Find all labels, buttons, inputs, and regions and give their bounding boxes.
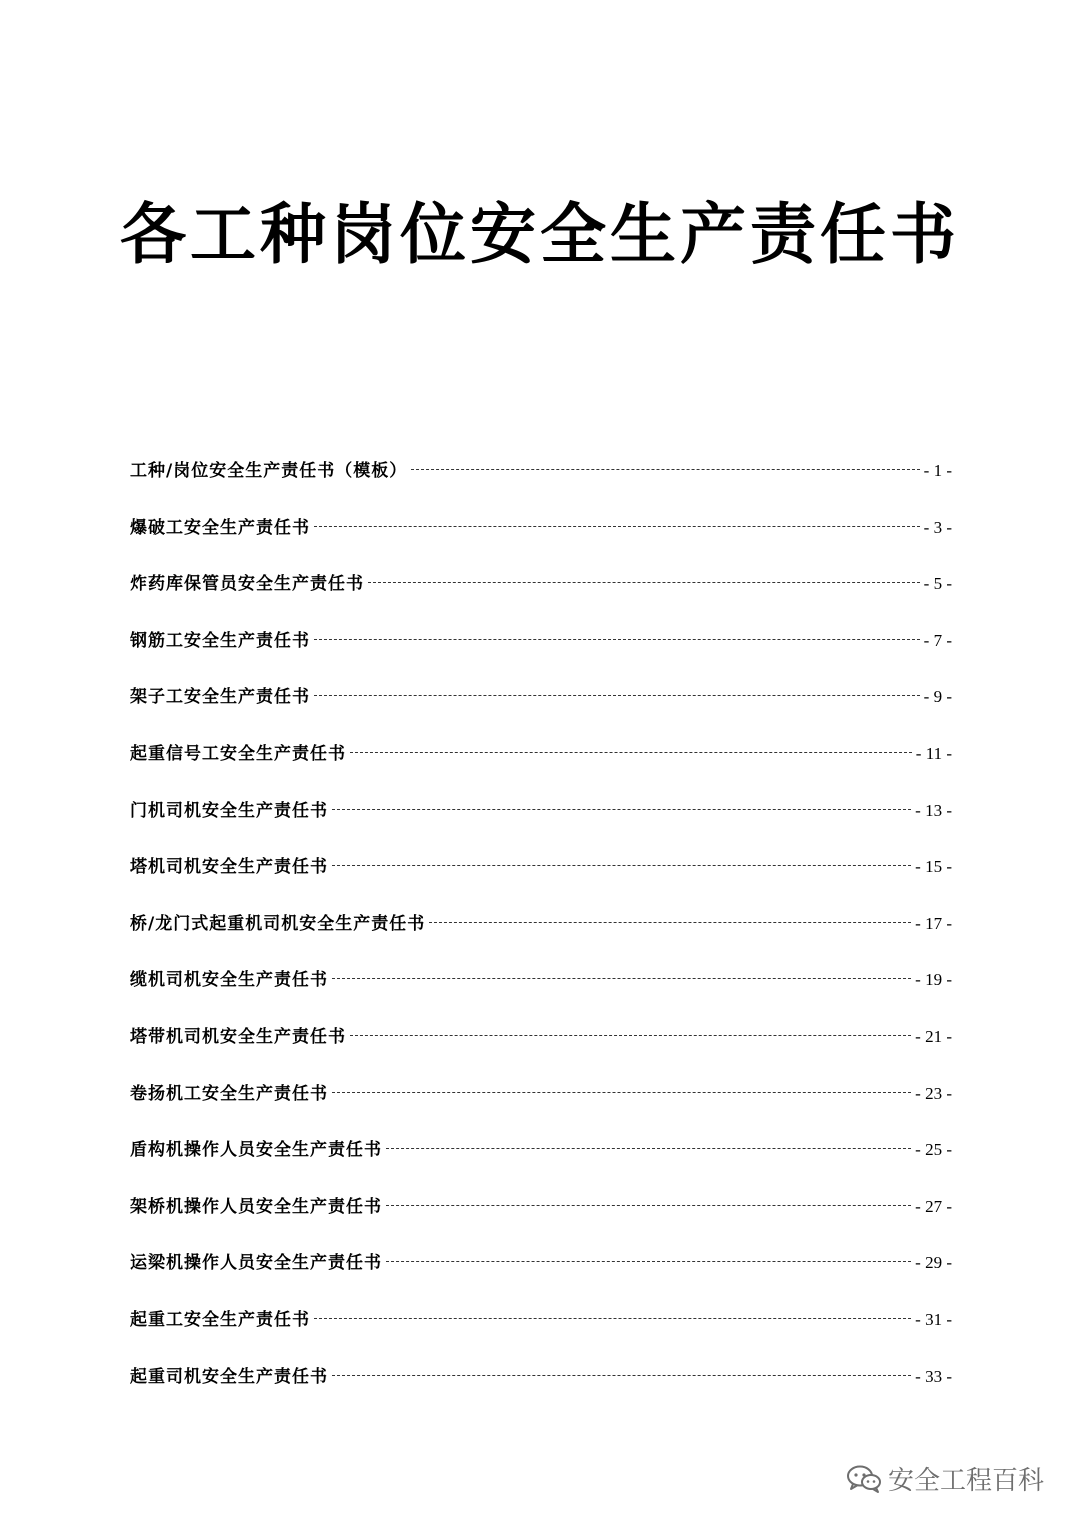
toc-leader-dots bbox=[314, 695, 920, 696]
toc-entry-page: - 19 - bbox=[915, 970, 952, 990]
toc-leader-dots bbox=[350, 1035, 911, 1036]
toc-entry-title: 炸药库保管员安全生产责任书 bbox=[130, 574, 364, 595]
toc-entry-title: 缆机司机安全生产责任书 bbox=[130, 970, 328, 991]
toc-entry-page: - 9 - bbox=[923, 687, 952, 707]
toc-entry-title: 起重司机安全生产责任书 bbox=[130, 1366, 328, 1387]
toc-leader-dots bbox=[332, 1375, 911, 1376]
toc-entry[interactable] bbox=[130, 681, 952, 738]
toc-entry-page: - 31 - bbox=[915, 1309, 952, 1329]
toc-entry-page: - 23 - bbox=[915, 1083, 952, 1103]
toc-entry-title: 爆破工安全生产责任书 bbox=[130, 517, 310, 538]
toc-entry-page: - 7 - bbox=[923, 630, 952, 650]
toc-entry-title: 起重工安全生产责任书 bbox=[130, 1309, 310, 1330]
toc-leader-dots bbox=[350, 752, 912, 753]
toc-entry[interactable] bbox=[130, 1021, 952, 1078]
toc-entry-page: - 25 - bbox=[915, 1140, 952, 1160]
toc-entry[interactable] bbox=[130, 738, 952, 795]
toc-leader-dots bbox=[368, 582, 920, 583]
toc-entry-page: - 5 - bbox=[923, 574, 952, 594]
toc-leader-dots bbox=[332, 809, 911, 810]
toc-entry-title: 起重信号工安全生产责任书 bbox=[130, 743, 346, 764]
toc-leader-dots bbox=[314, 526, 920, 527]
toc-entry[interactable] bbox=[130, 795, 952, 852]
toc-entry-title: 卷扬机工安全生产责任书 bbox=[130, 1083, 328, 1104]
document-title: 各工种岗位安全生产责任书 bbox=[120, 196, 960, 273]
toc-entry[interactable] bbox=[130, 964, 952, 1021]
toc-entry[interactable] bbox=[130, 1134, 952, 1191]
toc-leader-dots bbox=[332, 1092, 911, 1093]
toc-entry-title: 架桥机操作人员安全生产责任书 bbox=[130, 1196, 382, 1217]
toc-entry[interactable] bbox=[130, 625, 952, 682]
toc-entry-title: 门机司机安全生产责任书 bbox=[130, 800, 328, 821]
toc-entry-title: 塔带机司机安全生产责任书 bbox=[130, 1026, 346, 1047]
toc-entry-page: - 17 - bbox=[915, 913, 952, 933]
toc-leader-dots bbox=[332, 865, 911, 866]
toc-leader-dots bbox=[386, 1261, 911, 1262]
toc-leader-dots bbox=[314, 1318, 911, 1319]
toc-entry[interactable] bbox=[130, 1304, 952, 1361]
toc-entry-page: - 29 - bbox=[915, 1253, 952, 1273]
toc-leader-dots bbox=[429, 922, 911, 923]
toc-entry[interactable] bbox=[130, 512, 952, 569]
toc-entry[interactable] bbox=[130, 568, 952, 625]
toc-entry-page: - 11 - bbox=[915, 743, 952, 763]
toc-leader-dots bbox=[386, 1205, 911, 1206]
toc-entry[interactable] bbox=[130, 1078, 952, 1135]
toc-entry-title: 架子工安全生产责任书 bbox=[130, 687, 310, 708]
toc-leader-dots bbox=[386, 1148, 911, 1149]
toc-entry[interactable] bbox=[130, 851, 952, 908]
toc-entry[interactable] bbox=[130, 1247, 952, 1304]
toc-entry-title: 盾构机操作人员安全生产责任书 bbox=[130, 1140, 382, 1161]
toc-entry-title: 桥/龙门式起重机司机安全生产责任书 bbox=[130, 913, 426, 934]
toc-entry-page: - 3 - bbox=[923, 517, 952, 537]
toc-entry-title: 塔机司机安全生产责任书 bbox=[130, 857, 328, 878]
toc-leader-dots bbox=[411, 469, 919, 470]
toc-entry[interactable] bbox=[130, 455, 952, 512]
toc-entry[interactable] bbox=[130, 1361, 952, 1418]
toc-entry-title: 运梁机操作人员安全生产责任书 bbox=[130, 1253, 382, 1274]
toc-entry-title: 工种/岗位安全生产责任书（模板） bbox=[130, 461, 408, 481]
toc-entry-page: - 33 - bbox=[915, 1366, 952, 1386]
watermark bbox=[846, 1460, 1044, 1497]
toc-entry-page: - 15 - bbox=[915, 857, 952, 877]
toc-entry-page: - 1 - bbox=[923, 461, 952, 480]
toc-entry-page: - 21 - bbox=[915, 1026, 952, 1046]
toc-entry-page: - 27 - bbox=[915, 1196, 952, 1216]
table-of-contents bbox=[130, 455, 952, 1417]
toc-leader-dots bbox=[314, 639, 920, 640]
toc-leader-dots bbox=[332, 978, 911, 979]
toc-entry-title: 钢筋工安全生产责任书 bbox=[130, 630, 310, 651]
watermark-text: 安全工程百科 bbox=[887, 1466, 1044, 1496]
toc-entry[interactable] bbox=[130, 1191, 952, 1248]
toc-entry-page: - 13 - bbox=[915, 800, 952, 820]
wechat-icon bbox=[846, 1464, 882, 1494]
toc-entry[interactable] bbox=[130, 908, 952, 965]
